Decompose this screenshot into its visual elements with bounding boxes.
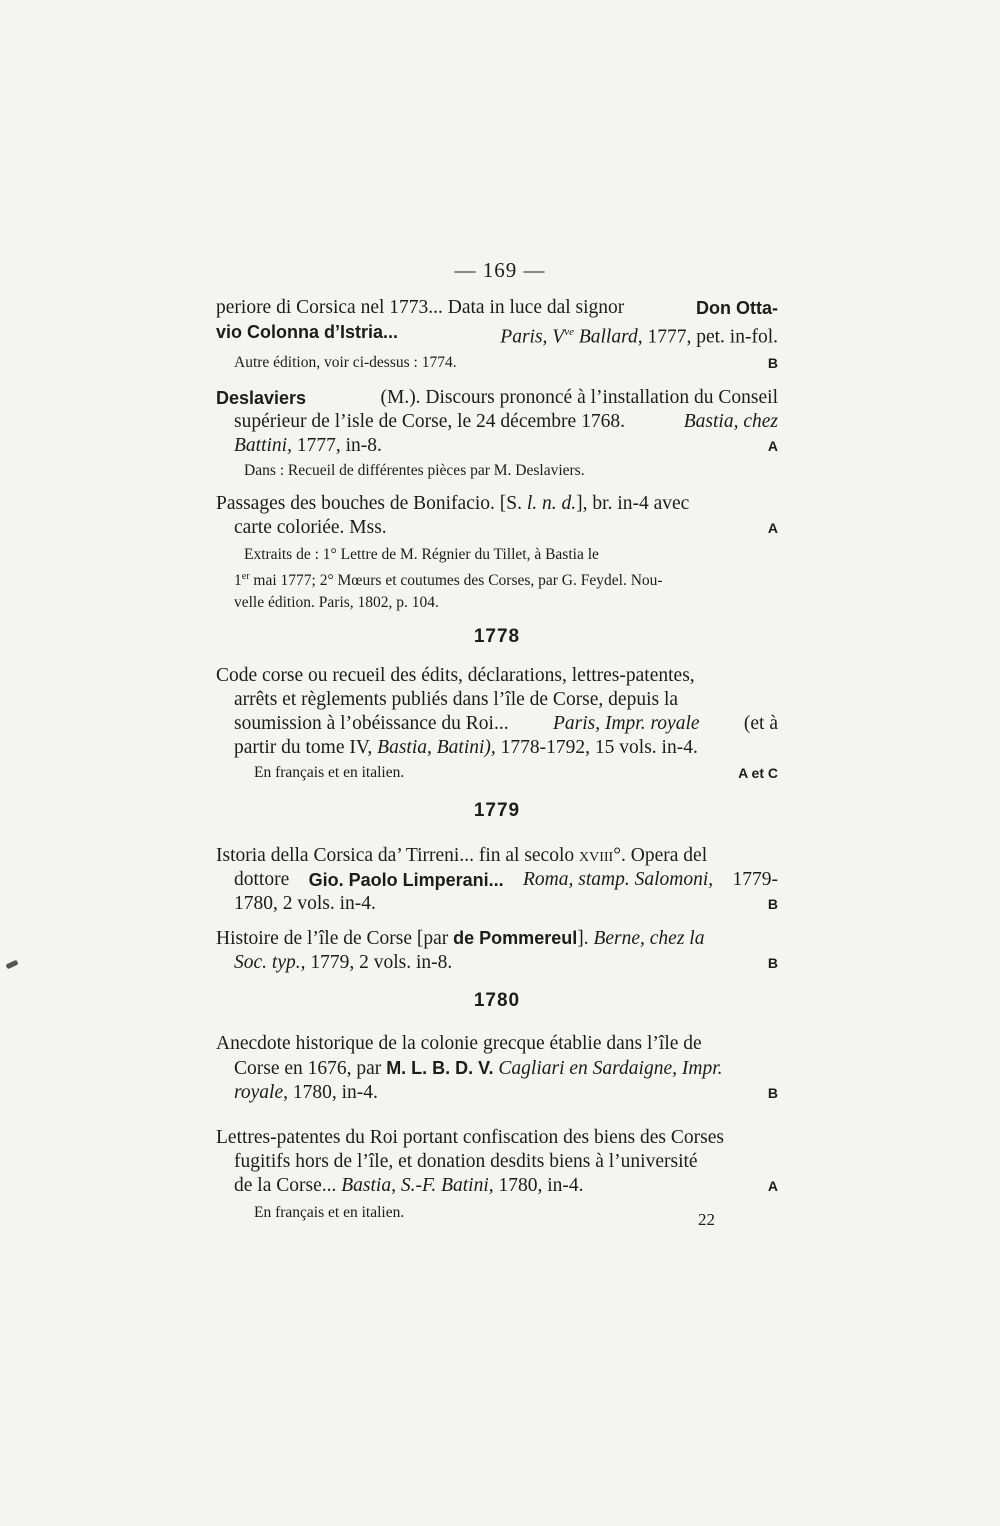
entry-text: 1778-1792, 15 vols. in-4. <box>500 737 698 758</box>
entry-text: Histoire de l’île de Corse [par <box>216 928 449 949</box>
imprint: royale, <box>234 1082 288 1103</box>
entry-text: Istoria della Corsica da’ Tirreni... fin al secolo <box>216 845 575 866</box>
imprint: Battini, <box>234 435 292 456</box>
location-mark: A et C <box>738 765 778 781</box>
imprint: Paris, Impr. royale <box>552 713 700 734</box>
bibliography-entry <box>216 926 778 975</box>
imprint: Bastia, Batini), <box>377 737 496 758</box>
imprint: Roma, stamp. Salomoni, <box>522 869 714 890</box>
entry-text: Corse en 1676, par <box>234 1058 382 1079</box>
location-mark: A <box>767 1178 778 1194</box>
note-text: Autre édition, voir ci-dessus : 1774. <box>234 353 457 371</box>
location-mark: B <box>767 896 778 912</box>
imprint: Cagliari en Sardaigne, Impr. <box>498 1058 723 1079</box>
entry-line: Lettres-patentes du Roi portant confiscation des biens des Corses <box>216 1127 724 1148</box>
entry-text: 1777, in-8. <box>296 435 382 456</box>
entry-note: En français et en italien. <box>254 1204 405 1221</box>
entry-text: partir du tome IV, <box>234 737 373 758</box>
bibliography-entry <box>216 1126 778 1224</box>
location-mark: B <box>767 1085 778 1101</box>
entry-line <box>216 492 778 516</box>
entry-line <box>216 410 778 434</box>
entry-line <box>216 320 778 350</box>
note-text: Extraits de : 1° Lettre de M. Régnier du Tillet, à Bastia le <box>244 546 599 563</box>
entry-text: de la Corse... <box>234 1175 337 1196</box>
superscript: ve <box>564 326 574 338</box>
entry-line: Anecdote historique de la colonie grecque établie dans l’île de <box>216 1033 702 1054</box>
bibliography-entry <box>216 492 778 614</box>
location-mark: B <box>767 955 778 971</box>
entry-line <box>216 712 778 736</box>
imprint: Paris, V <box>500 326 565 348</box>
entry-text: 1779- <box>732 869 778 890</box>
entry-text: periore di Corsica nel 1773... Data in luce dal signor <box>216 297 625 318</box>
imprint: Bastia, chez <box>683 411 778 432</box>
entry-line: Code corse ou recueil des édits, déclarations, lettres-patentes, <box>216 665 695 686</box>
entry-text: (M.). Discours prononcé à l’installation du Conseil <box>380 387 778 408</box>
note-text: En français et en italien. <box>254 764 405 781</box>
entry-line <box>216 844 778 868</box>
entry-line <box>216 1081 778 1105</box>
entry-text: 1779, 2 vols. in-8. <box>310 952 453 973</box>
entry-note: Dans : Recueil de différentes pièces par M. Deslaviers. <box>244 462 585 479</box>
note-text: velle édition. Paris, 1802, p. 104. <box>234 594 439 612</box>
entry-text: ]. <box>577 928 589 949</box>
author-name: vio Colonna d’Istria... <box>216 322 399 342</box>
entry-continuation <box>216 296 778 374</box>
imprint: Berne, chez la <box>593 928 705 949</box>
author-name: Gio. Paolo Limperani... <box>308 870 504 890</box>
note-text: 1 <box>234 572 242 590</box>
year-heading: 1780 <box>473 990 521 1011</box>
year-heading: 1779 <box>473 800 521 821</box>
imprint: Bastia, S.-F. Batini, <box>341 1175 494 1196</box>
entry-text: carte coloriée. Mss. <box>234 517 387 538</box>
bibliography-entry <box>216 664 778 784</box>
entry-line: fugitifs hors de l’île, et donation desdits biens à l’université <box>234 1151 698 1172</box>
entry-text: 1780, in-4. <box>498 1175 584 1196</box>
bibliography-entry <box>216 1032 778 1105</box>
author-name: de Pommereul <box>453 928 578 948</box>
entry-text: 1780, in-4. <box>292 1082 378 1103</box>
imprint: l. n. d. <box>526 493 577 514</box>
entry-text: 1777, pet. in-fol. <box>647 326 778 348</box>
entry-text: dottore <box>234 869 290 890</box>
entry-note <box>216 352 778 374</box>
entry-line <box>216 892 778 916</box>
entry-line <box>216 1056 778 1081</box>
entry-line <box>216 868 778 892</box>
entry-line <box>216 736 778 760</box>
location-mark: A <box>767 520 778 536</box>
entry-line <box>216 386 778 410</box>
entry-line <box>216 926 778 951</box>
century-numeral: xviii <box>579 845 614 866</box>
note-text <box>234 566 778 592</box>
signature-mark: 22 <box>698 1210 715 1229</box>
bibliography-entry <box>216 844 778 916</box>
author-name: Deslaviers <box>216 388 307 408</box>
entry-text: arrêts et règlements publiés dans l’île de Corse, depuis la <box>234 689 679 710</box>
entry-line <box>216 1174 778 1198</box>
location-mark: A <box>767 438 778 454</box>
imprint: Soc. typ., <box>234 952 306 973</box>
entry-line <box>216 434 778 458</box>
entry-text: 1780, 2 vols. in-4. <box>234 893 376 914</box>
superscript: er <box>241 571 250 582</box>
entry-line <box>216 516 778 540</box>
author-name: M. L. B. D. V. <box>386 1058 494 1078</box>
entry-text: supérieur de l’isle de Corse, le 24 décembre 1768. <box>234 411 625 432</box>
entry-line <box>216 296 778 320</box>
author-name: Don Otta- <box>696 298 778 318</box>
location-mark: B <box>767 354 778 371</box>
entry-text: ], br. in-4 avec <box>576 493 690 514</box>
year-heading: 1778 <box>473 626 521 647</box>
entry-text: soumission à l’obéissance du Roi... <box>234 713 509 734</box>
entry-note <box>216 762 778 784</box>
entry-text: °. Opera del <box>613 845 708 866</box>
entry-note <box>216 544 778 614</box>
entry-text: Passages des bouches de Bonifacio. [S. <box>216 493 522 514</box>
margin-speck <box>6 960 19 970</box>
entry-line <box>216 951 778 975</box>
page-number: — 169 — <box>454 258 546 282</box>
entry-line <box>216 688 778 712</box>
note-text: mai 1777; 2° Mœurs et coutumes des Corses, par G. Feydel. Nou- <box>253 572 663 590</box>
entry-text: (et à <box>743 713 778 734</box>
imprint: Ballard, <box>578 326 643 348</box>
bibliography-entry <box>216 386 778 482</box>
